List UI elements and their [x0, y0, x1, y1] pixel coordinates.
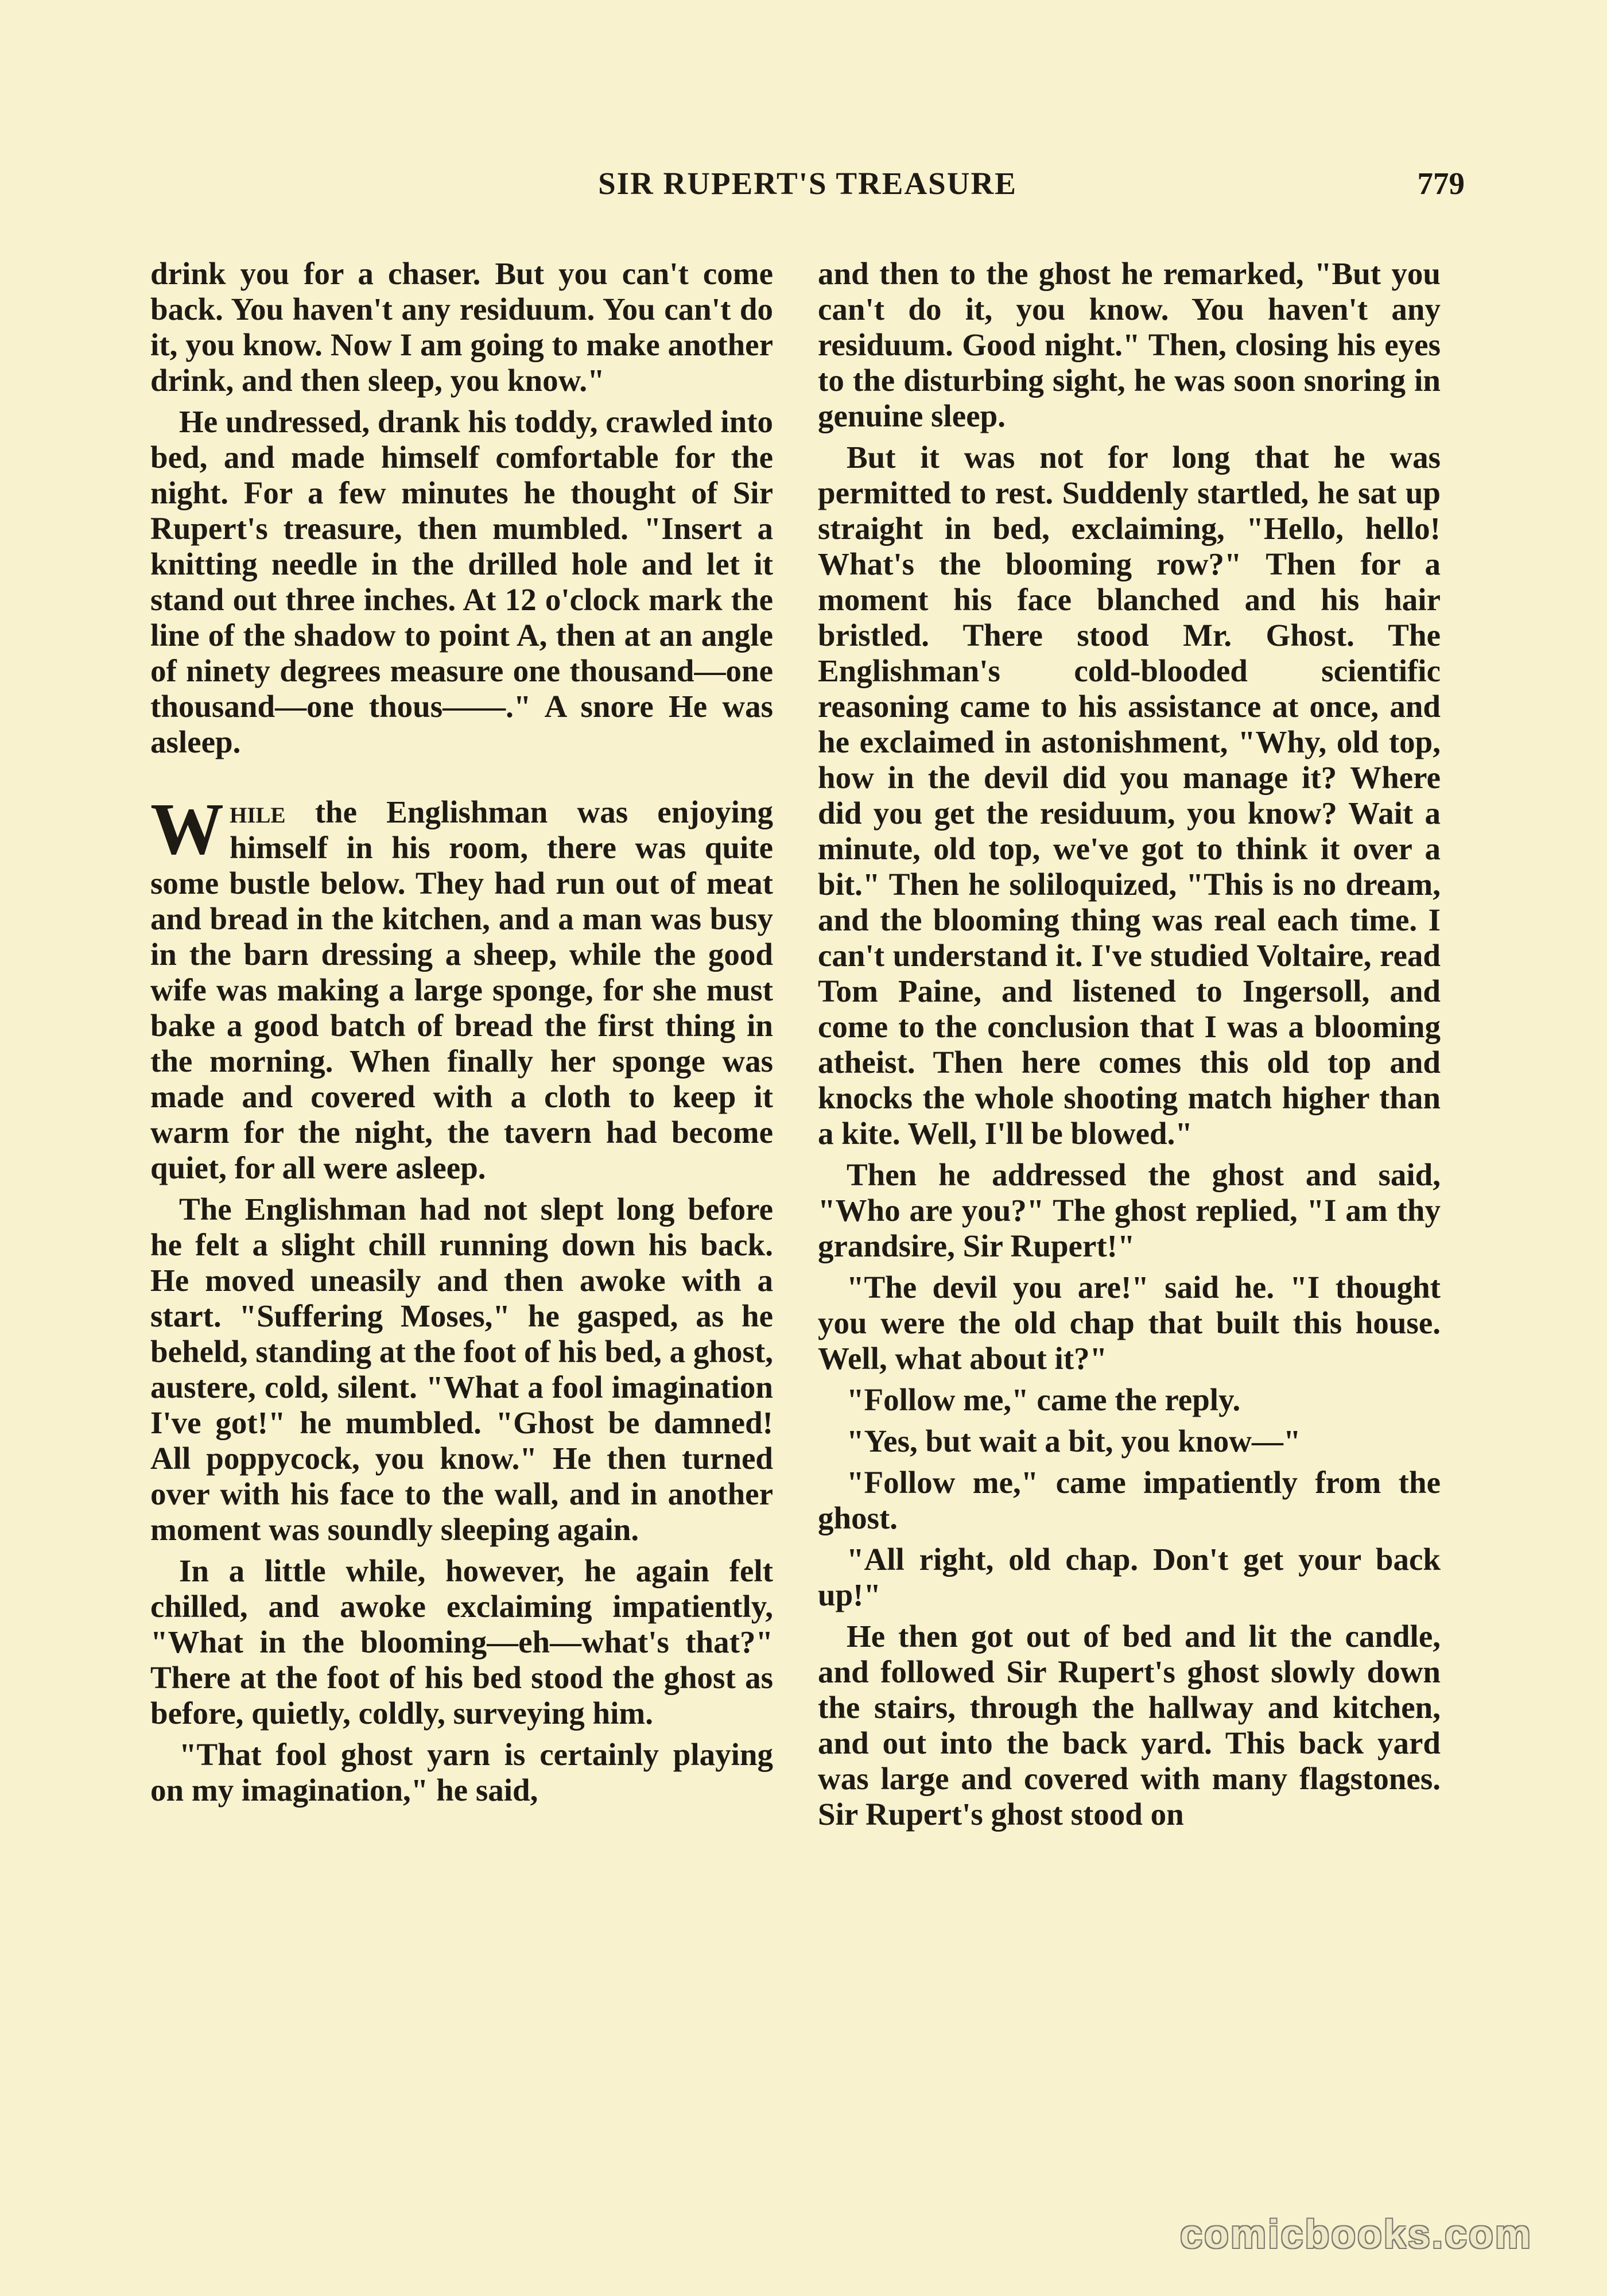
drop-cap: W	[150, 788, 224, 870]
paragraph: In a little while, however, he again felt chilled, and awoke exclaiming impatiently, "What in the blooming—eh—what's that?" There at the foot of his bed stood the ghost as before, quietly, coldly, surveying him.	[150, 1553, 773, 1731]
section-start-paragraph	[150, 788, 773, 1186]
paragraph: Then he addressed the ghost and said, "Who are you?" The ghost replied, "I am thy grandsire, Sir Rupert!"	[818, 1157, 1441, 1263]
paragraph: The Englishman had not slept long before he felt a slight chill running down his back. He moved uneasily and then awoke with a start. "Suffering Moses," he gasped, as he beheld, standing at the foot of his bed, a ghost, austere, cold, silent. "What a fool imagination I've got!" he mumbled. "Ghost be damned! All poppycock, you know." He then turned over with his face to the wall, and in another moment was soundly sleeping again.	[150, 1192, 773, 1547]
paragraph: and then to the ghost he remarked, "But you can't do it, you know. You haven't any residuum. Good night." Then, closing his eyes to the disturbing sight, he was soon snoring in genuine sleep.	[818, 256, 1441, 433]
running-title: SIR RUPERT'S TREASURE	[598, 166, 1017, 201]
page-header	[150, 165, 1465, 217]
paragraph: drink you for a chaser. But you can't come back. You haven't any residuum. You can't do it, you know. Now I am going to make another drink, and then sleep, you know."	[150, 256, 773, 398]
paragraph: "The devil you are!" said he. "I thought you were the old chap that built this house. Well, what about it?"	[818, 1270, 1441, 1376]
right-column	[818, 256, 1441, 2122]
page-number: 779	[1417, 166, 1465, 201]
paragraph: "Follow me," came the reply.	[847, 1382, 1241, 1417]
paragraph: He undressed, drank his toddy, crawled into bed, and made himself comfortable for the night. For a few minutes he thought of Sir Rupert's treasure, then mumbled. "Insert a knitting needle in the drilled hole and let it stand out three inches. At 12 o'clock mark the line of the shadow to point A, then at an angle of ninety degrees measure one thousand—one thousand—one thous——." A snore He was asleep.	[150, 404, 773, 759]
paragraph-text: the Englishman was enjoying himself in his room, there was quite some bustle below. They had run out of meat and bread in the kitchen, and a man was busy in the barn dressing a sheep, while the good wife was making a large sponge, for she must bake a good batch of bread the first thing in the morning. When finally her sponge was made and covered with a cloth to keep it warm for the night, the tavern had become quiet, for all were asleep.	[150, 794, 773, 1185]
left-column	[150, 256, 773, 2122]
paragraph: "That fool ghost yarn is certainly playing on my imagination," he said,	[150, 1737, 773, 1808]
paragraph: "All right, old chap. Don't get your back up!"	[818, 1542, 1441, 1612]
paragraph: "Follow me," came impatiently from the ghost.	[818, 1465, 1441, 1535]
paragraph: He then got out of bed and lit the candle, and followed Sir Rupert's ghost slowly down the stairs, through the hallway and kitchen, and out into the back yard. This back yard was large and covered with many flagstones. Sir Rupert's ghost stood on	[818, 1619, 1441, 1832]
paragraph: But it was not for long that he was permitted to rest. Suddenly startled, he sat up straight in bed, exclaiming, "Hello, hello! What's the blooming row?" Then for a moment his face blanched and his hair bristled. There stood Mr. Ghost. The Englishman's cold-blooded scientific reasoning came to his assistance at once, and he exclaimed in astonishment, "Why, old top, how in the devil did you manage it? Where did you get the residuum, you know? Wait a minute, old top, we've got to think it over a bit." Then he soliloquized, "This is no dream, and the blooming thing was real each time. I can't understand it. I've studied Voltaire, read Tom Paine, and listened to Ingersoll, and come to the conclusion that I was a blooming atheist. Then here comes this old top and knocks the whole shooting match higher than a kite. Well, I'll be blowed."	[818, 440, 1441, 1151]
paragraph: "Yes, but wait a bit, you know—"	[847, 1424, 1301, 1459]
small-caps-lead: hile	[230, 794, 286, 829]
watermark: comicbooks.com	[1180, 2212, 1532, 2256]
